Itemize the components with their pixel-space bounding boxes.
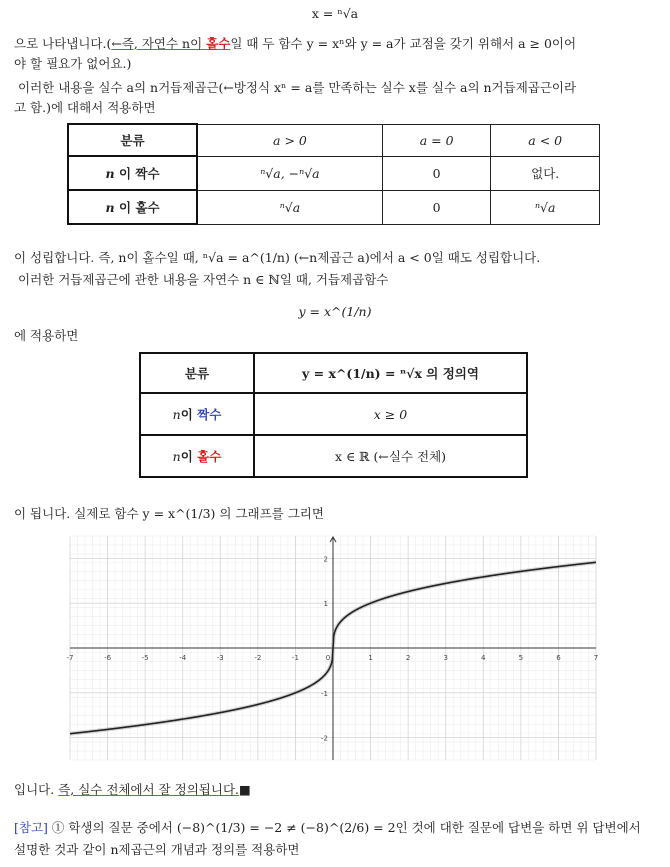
x-tick-label: 3 bbox=[443, 654, 448, 662]
y-tick-label: -1 bbox=[321, 689, 328, 698]
x-tick-label: -3 bbox=[216, 654, 224, 662]
domain-table-header: 분류 y = x^(1/n) = ⁿ√x 의 정의역 bbox=[140, 353, 527, 393]
paragraph-5: 이 됩니다. 실제로 함수 y = x^(1/3) 의 그래프를 그리면 bbox=[14, 506, 324, 521]
table-row: n이 홀수 x ∈ ℝ (←실수 전체) bbox=[140, 435, 527, 477]
root-table-header: 분류 a > 0 a = 0 a < 0 bbox=[68, 124, 600, 156]
domain-table bbox=[139, 352, 528, 478]
x-tick-label: -5 bbox=[141, 654, 149, 662]
x-tick-label: -6 bbox=[104, 654, 112, 662]
paragraph-2-line-1: 이러한 내용을 실수 a의 n거듭제곱근(←방정식 xⁿ = a를 만족하는 실수 x를 실수 a의 n거듭제곱근이라 bbox=[18, 80, 577, 95]
x-tick-label: -7 bbox=[66, 654, 74, 662]
paragraph-7-line-2: 설명한 것과 같이 n제곱근의 개념과 정의를 적용하면 bbox=[14, 842, 300, 857]
x-tick-label: -2 bbox=[254, 654, 262, 662]
table-row: n이 짝수 x ≥ 0 bbox=[140, 393, 527, 435]
paragraph-1-line-1: 으로 나타냅니다.(←즉, 자연수 n이 홀수일 때 두 함수 y = xⁿ와 y = a가 교점을 갖기 위해서 a ≥ 0이어 bbox=[14, 36, 577, 51]
y-tick-label: 2 bbox=[323, 555, 328, 564]
paragraph-6: 입니다. 즉, 실수 전체에서 잘 정의됩니다.■ bbox=[14, 782, 251, 797]
paragraph-7-line-1: [참고] ① 학생의 질문 중에서 (−8)^(1/3) = −2 ≠ (−8)^(2/6) = 2인 것에 대한 질문에 답변을 하면 위 답변에서 bbox=[14, 820, 641, 835]
x-tick-label: 0 bbox=[325, 654, 331, 662]
paragraph-1-line-2: 야 할 필요가 없어요.) bbox=[14, 56, 132, 71]
table-row: n 이 짝수 ⁿ√a, −ⁿ√a 0 없다. bbox=[68, 156, 600, 190]
paragraph-4: 에 적용하면 bbox=[14, 328, 79, 343]
mid-formula: y = x^(1/n) bbox=[298, 304, 372, 319]
reference-tag: [참고] bbox=[14, 820, 48, 835]
x-tick-label: 5 bbox=[518, 654, 524, 662]
paragraph-3-line-1: 이 성립합니다. 즉, n이 홀수일 때, ⁿ√a = a^(1/n) (←n제곱근 a)에서 a < 0일 때도 성립합니다. bbox=[14, 250, 541, 265]
x-tick-label: 7 bbox=[593, 654, 599, 662]
y-tick-label: 1 bbox=[323, 600, 328, 609]
root-table bbox=[67, 123, 600, 225]
paragraph-3-line-2: 이러한 거듭제곱근에 관한 내용을 자연수 n ∈ ℕ일 때, 거듭제곱함수 bbox=[18, 272, 389, 287]
x-tick-label: -4 bbox=[179, 654, 187, 662]
x-tick-label: 1 bbox=[368, 654, 373, 662]
table-row: n 이 홀수 ⁿ√a 0 ⁿ√a bbox=[68, 190, 600, 224]
y-tick-label: -2 bbox=[321, 734, 328, 743]
x-tick-label: 4 bbox=[481, 654, 486, 662]
x-tick-label: 6 bbox=[556, 654, 561, 662]
top-formula: x = ⁿ√a bbox=[311, 6, 359, 21]
cube-root-chart bbox=[66, 536, 599, 760]
x-tick-label: 2 bbox=[405, 654, 411, 662]
x-tick-label: -1 bbox=[291, 654, 299, 662]
paragraph-2-line-2: 고 함.)에 대해서 적용하면 bbox=[14, 100, 156, 115]
